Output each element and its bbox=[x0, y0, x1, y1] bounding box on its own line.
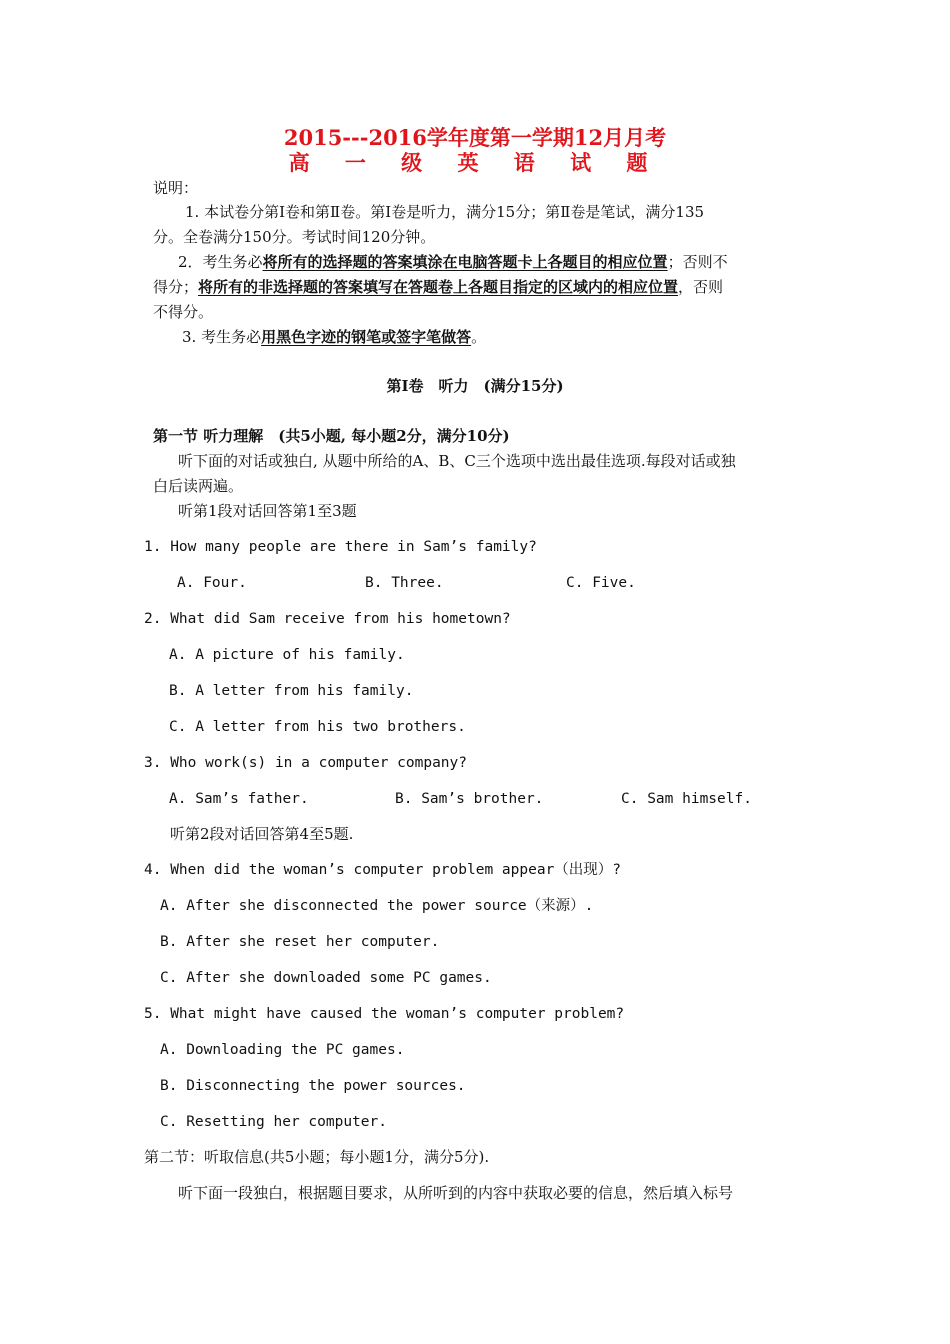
part-1-heading: 第Ⅰ卷 听力 (满分15分) bbox=[386, 377, 564, 395]
exam-title: 2015---2016学年度第一学期12月月考 bbox=[283, 125, 667, 150]
section-1-instruction-line-2: 白后读两遍。 bbox=[153, 477, 244, 495]
question-2-option-b: B. A letter from his family. bbox=[169, 683, 414, 699]
question-1-stem: 1. How many people are there in Sam’s family? bbox=[144, 539, 537, 555]
note-2-mid: ；否则不 bbox=[667, 253, 728, 271]
question-3-option-c: C. Sam himself. bbox=[621, 791, 752, 807]
question-5-option-c: C. Resetting her computer. bbox=[160, 1114, 387, 1130]
note-1-line-2: 分。全卷满分150分。考试时间120分钟。 bbox=[153, 228, 436, 246]
dialog-1-instruction: 听第1段对话回答第1至3题 bbox=[178, 502, 357, 520]
question-3-stem: 3. Who work(s) in a computer company? bbox=[144, 755, 468, 771]
question-4-option-b: B. After she reset her computer. bbox=[160, 934, 440, 950]
note-2-underline-1: 将所有的选择题的答案填涂在电脑答题卡上各题目的相应位置 bbox=[262, 253, 668, 271]
question-1-option-a: A. Four. bbox=[177, 575, 247, 591]
section-1-heading: 第一节 听力理解 (共5小题, 每小题2分，满分10分) bbox=[153, 427, 510, 445]
note-2-prefix: 2．考生务必 bbox=[178, 253, 263, 271]
question-4-option-a: A. After she disconnected the power source（来源）. bbox=[160, 898, 594, 914]
question-5-stem: 5. What might have caused the woman’s computer problem? bbox=[144, 1006, 625, 1022]
section-2-heading: 第二节：听取信息(共5小题；每小题1分，满分5分). bbox=[144, 1148, 490, 1166]
note-2-line2-suffix: ，否则 bbox=[678, 278, 724, 296]
note-2-underline-2: 将所有的非选择题的答案填写在答题卷上各题目指定的区域内的相应位置 bbox=[198, 278, 679, 296]
question-2-option-a: A. A picture of his family. bbox=[169, 647, 405, 663]
question-1-option-c: C. Five. bbox=[566, 575, 636, 591]
section-1-instruction-line-1: 听下面的对话或独白, 从题中所给的A、B、C三个选项中选出最佳选项.每段对话或独 bbox=[178, 452, 736, 470]
note-2-line2-prefix: 得分； bbox=[153, 278, 199, 296]
notes-label: 说明： bbox=[153, 179, 199, 197]
question-3-option-b: B. Sam’s brother. bbox=[395, 791, 544, 807]
note-2-line-2 bbox=[153, 277, 723, 297]
note-3-prefix: 3. 考生务必 bbox=[182, 328, 262, 346]
note-3-suffix: 。 bbox=[471, 328, 487, 346]
exam-subtitle: 高 一 级 英 语 试 题 bbox=[288, 150, 662, 175]
question-5-option-b: B. Disconnecting the power sources. bbox=[160, 1078, 466, 1094]
question-2-stem: 2. What did Sam receive from his hometown? bbox=[144, 611, 511, 627]
question-5-option-a: A. Downloading the PC games. bbox=[160, 1042, 405, 1058]
note-2-line-3: 不得分。 bbox=[153, 303, 214, 321]
note-2-line-1 bbox=[178, 252, 728, 272]
note-3-underline: 用黑色字迹的钢笔或签字笔做答 bbox=[261, 328, 472, 346]
note-3 bbox=[182, 327, 486, 347]
question-4-option-c: C. After she downloaded some PC games. bbox=[160, 970, 492, 986]
section-2-instruction: 听下面一段独白，根据题目要求，从所听到的内容中获取必要的信息，然后填入标号 bbox=[178, 1184, 734, 1202]
dialog-2-instruction: 听第2段对话回答第4至5题. bbox=[170, 825, 354, 843]
note-1-line-1: 1. 本试卷分第Ⅰ卷和第Ⅱ卷。第Ⅰ卷是听力，满分15分；第Ⅱ卷是笔试，满分135 bbox=[185, 203, 705, 221]
question-3-option-a: A. Sam’s father. bbox=[169, 791, 309, 807]
question-2-option-c: C. A letter from his two brothers. bbox=[169, 719, 466, 735]
question-1-option-b: B. Three. bbox=[365, 575, 444, 591]
question-4-stem: 4. When did the woman’s computer problem appear（出现）? bbox=[144, 862, 622, 878]
